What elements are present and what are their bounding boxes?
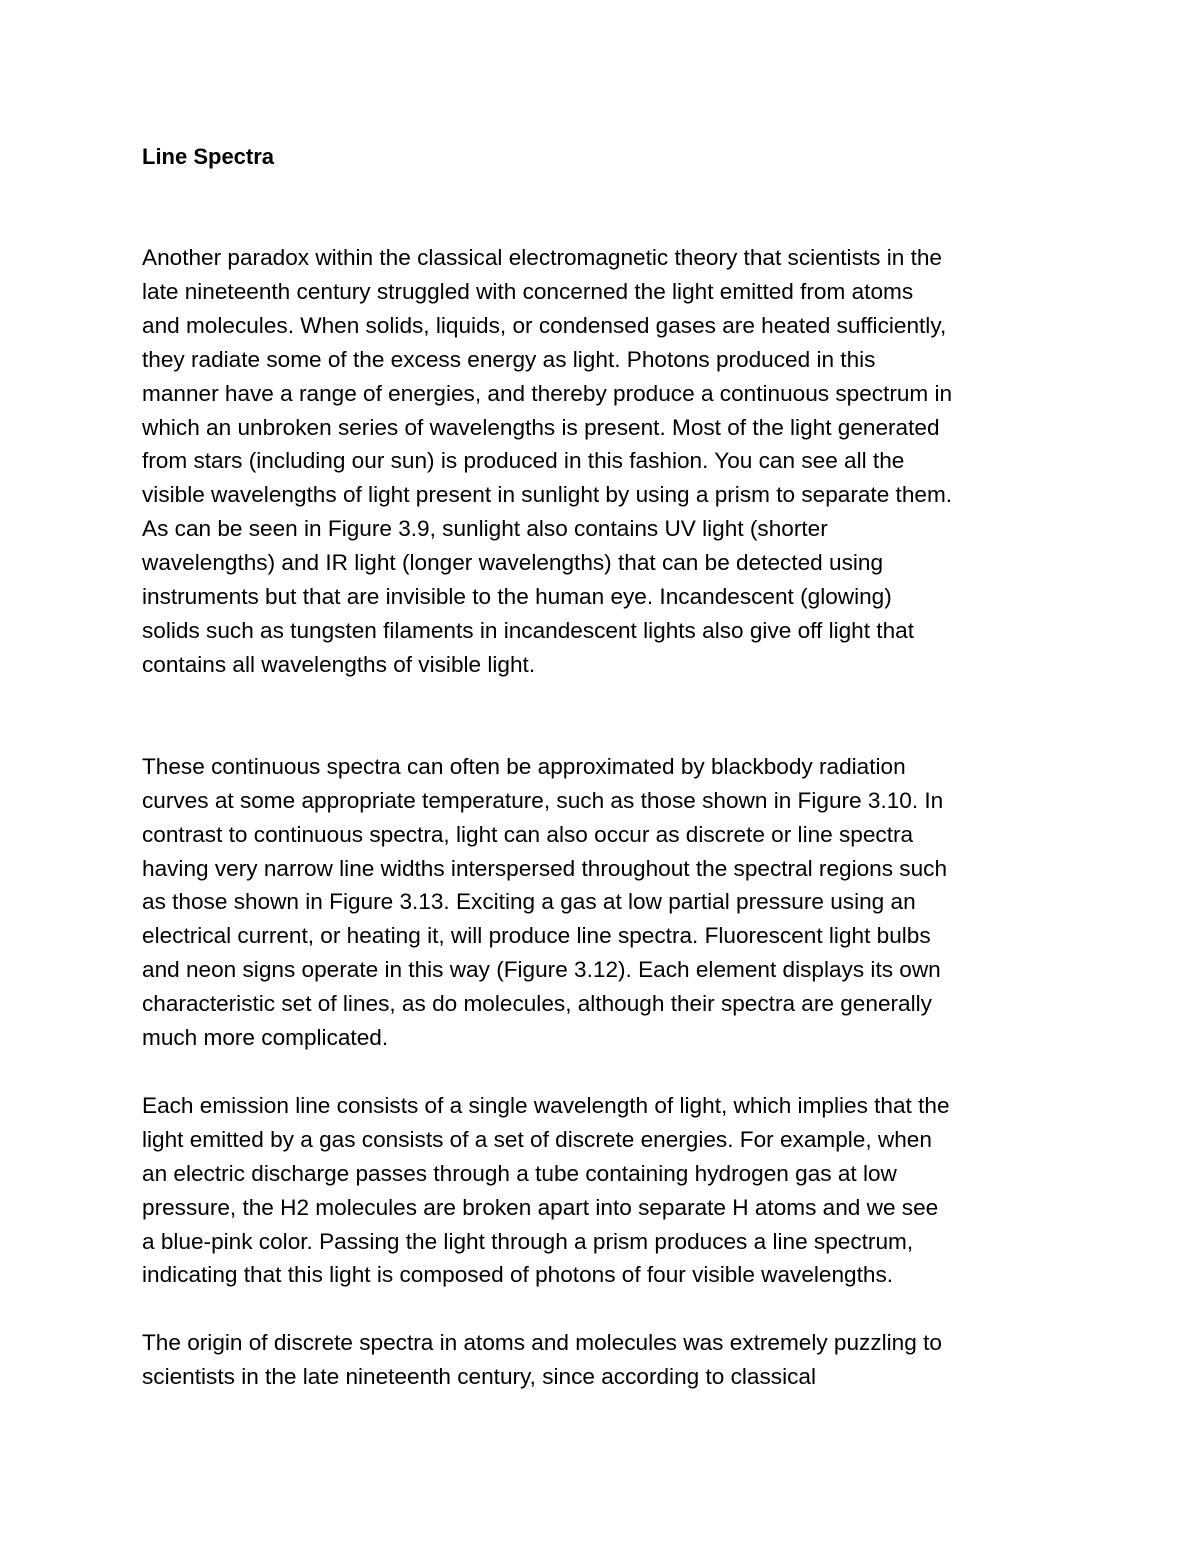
text-line: instruments but that are invisible to the human eye. Incandescent (glowing) <box>142 584 892 610</box>
paragraph-2 <box>142 750 1072 1055</box>
text-line: late nineteenth century struggled with concerned the light emitted from atoms <box>142 278 914 304</box>
text-line: Another paradox within the classical electromagnetic theory that scientists in the <box>142 245 942 270</box>
text-line: electrical current, or heating it, will produce line spectra. Fluorescent light bulbs <box>142 923 931 949</box>
text-line: contains all wavelengths of visible light. <box>142 651 536 677</box>
text-line: The origin of discrete spectra in atoms and molecules was extremely puzzling to <box>142 1330 942 1356</box>
paragraph-3 <box>142 1089 1072 1292</box>
text-line: a blue-pink color. Passing the light through a prism produces a line spectrum, <box>142 1228 914 1254</box>
text-line: having very narrow line widths interspersed throughout the spectral regions such <box>142 855 948 881</box>
text-line: which an unbroken series of wavelengths is present. Most of the light generated <box>142 414 940 440</box>
text-line: much more complicated. <box>142 1025 389 1051</box>
page-title: Line Spectra <box>142 144 275 169</box>
text-line: As can be seen in Figure 3.9, sunlight also contains UV light (shorter <box>142 516 828 542</box>
text-line: wavelengths) and IR light (longer wavelengths) that can be detected using <box>142 550 884 576</box>
text-line: as those shown in Figure 3.13. Exciting a gas at low partial pressure using an <box>142 889 916 915</box>
text-line: scientists in the late nineteenth century, since according to classical <box>142 1364 816 1390</box>
text-line: Each emission line consists of a single wavelength of light, which implies that the <box>142 1092 950 1118</box>
text-line: and neon signs operate in this way (Figure 3.12). Each element displays its own <box>142 957 941 983</box>
text-line: an electric discharge passes through a tube containing hydrogen gas at low <box>142 1160 897 1186</box>
text-line: characteristic set of lines, as do molecules, although their spectra are generally <box>142 991 932 1017</box>
text-line: and molecules. When solids, liquids, or condensed gases are heated sufficiently, <box>142 312 947 338</box>
text-line: visible wavelengths of light present in sunlight by using a prism to separate them. <box>142 482 953 508</box>
text-line: These continuous spectra can often be approximated by blackbody radiation <box>142 753 906 779</box>
text-line: solids such as tungsten filaments in incandescent lights also give off light that <box>142 617 914 643</box>
text-line: from stars (including our sun) is produced in this fashion. You can see all the <box>142 448 905 474</box>
text-line: curves at some appropriate temperature, such as those shown in Figure 3.10. In <box>142 787 944 813</box>
text-line: they radiate some of the excess energy as light. Photons produced in this <box>142 346 876 372</box>
text-line: manner have a range of energies, and thereby produce a continuous spectrum in <box>142 380 953 406</box>
document-body <box>142 140 1072 1394</box>
text-line: indicating that this light is composed of photons of four visible wavelengths. <box>142 1262 894 1288</box>
paragraph-1 <box>142 241 1072 682</box>
text-line: contrast to continuous spectra, light can also occur as discrete or line spectra <box>142 821 914 847</box>
text-line: pressure, the H2 molecules are broken apart into separate H atoms and we see <box>142 1194 939 1220</box>
paragraph-4 <box>142 1326 1072 1394</box>
text-line: light emitted by a gas consists of a set of discrete energies. For example, when <box>142 1126 932 1152</box>
